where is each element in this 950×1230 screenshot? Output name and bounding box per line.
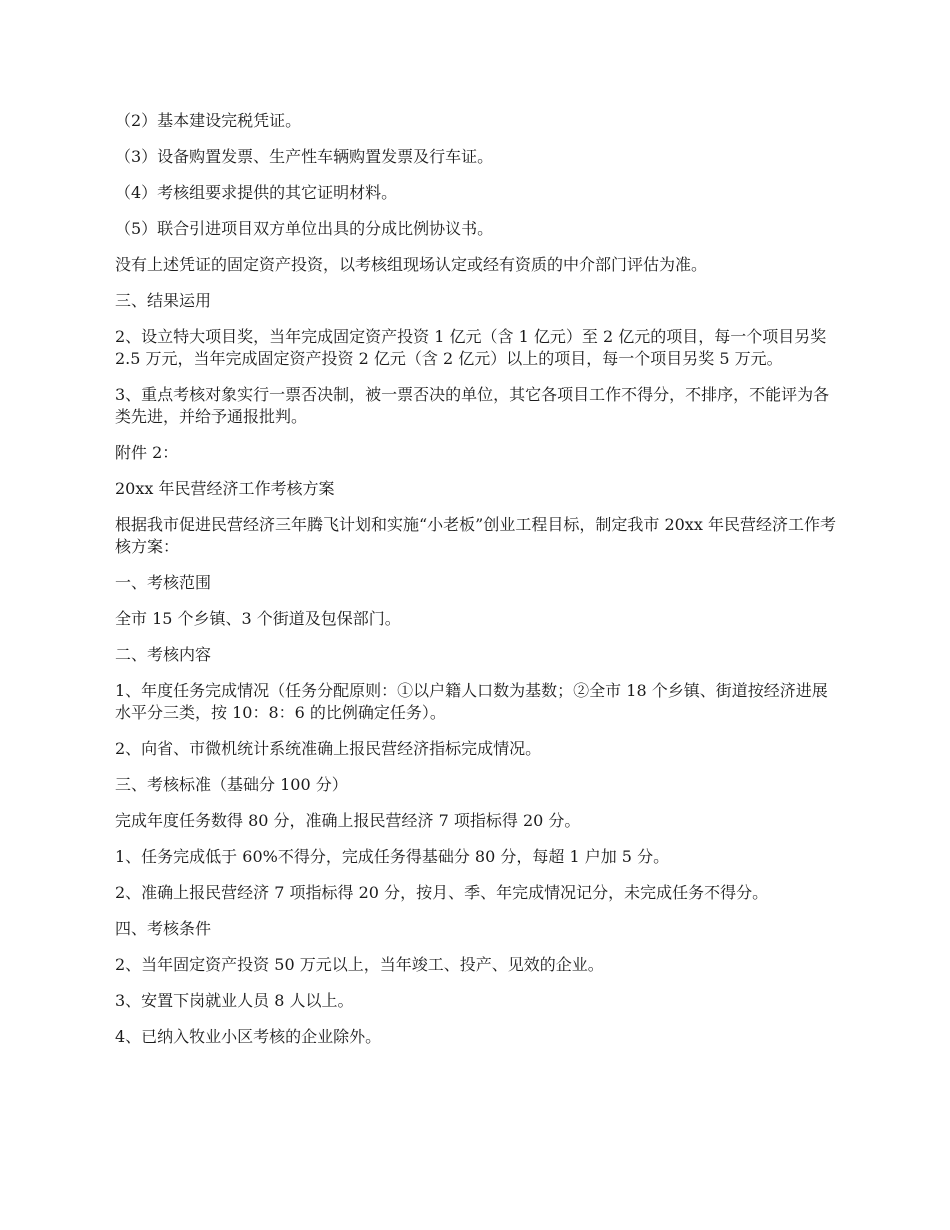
paragraph-condition-employment: 3、安置下岗就业人员 8 人以上。 [115, 991, 354, 1010]
document-title: 20xx 年民营经济工作考核方案 [115, 479, 335, 498]
section-heading-scope: 一、考核范围 [115, 573, 212, 592]
paragraph-veto-rule: 3、重点考核对象实行一票否决制，被一票否决的单位，其它各项目工作不得分，不排序，不能评为各类先进，并给予通报批判。 [115, 385, 830, 426]
paragraph-item-2-receipt: （2）基本建设完税凭证。 [115, 111, 302, 130]
paragraph-scope: 全市 15 个乡镇、3 个街道及包保部门。 [115, 609, 401, 628]
paragraph-task-score: 1、任务完成低于 60%不得分，完成任务得基础分 80 分，每超 1 户加 5 分。 [115, 847, 670, 866]
paragraph-indicator-score: 2、准确上报民营经济 7 项指标得 20 分，按月、季、年完成情况记分，未完成任务不得分。 [115, 883, 769, 902]
section-heading-results: 三、结果运用 [115, 291, 212, 310]
paragraph-annual-task: 1、年度任务完成情况（任务分配原则：①以户籍人口数为基数；②全市 18 个乡镇、街道按经济进展水平分三类，按 10：8：6 的比例确定任务）。 [115, 681, 828, 722]
paragraph-condition-exclusion: 4、已纳入牧业小区考核的企业除外。 [115, 1027, 382, 1046]
paragraph-reporting: 2、向省、市微机统计系统准确上报民营经济指标完成情况。 [115, 739, 542, 758]
section-heading-standards: 三、考核标准（基础分 100 分） [115, 775, 348, 794]
paragraph-item-4-materials: （4）考核组要求提供的其它证明材料。 [115, 183, 398, 202]
section-heading-content: 二、考核内容 [115, 645, 212, 664]
paragraph-no-receipt-rule: 没有上述凭证的固定资产投资，以考核组现场认定或经有资质的中介部门评估为准。 [115, 255, 708, 274]
paragraph-condition-investment: 2、当年固定资产投资 50 万元以上，当年竣工、投产、见效的企业。 [115, 955, 604, 974]
paragraph-item-3-invoices: （3）设备购置发票、生产性车辆购置发票及行车证。 [115, 147, 494, 166]
paragraph-item-5-agreement: （5）联合引进项目双方单位出具的分成比例协议书。 [115, 219, 494, 238]
section-heading-conditions: 四、考核条件 [115, 919, 212, 938]
paragraph-score-summary: 完成年度任务数得 80 分，准确上报民营经济 7 项指标得 20 分。 [115, 811, 581, 830]
paragraph-major-project-award: 2、设立特大项目奖，当年完成固定资产投资 1 亿元（含 1 亿元）至 2 亿元的项目，每一个项目另奖 2.5 万元，当年完成固定资产投资 2 亿元（含 2 亿元）以上的项目，每一个项目另奖 5 万元。 [115, 327, 827, 368]
paragraph-intro: 根据我市促进民营经济三年腾飞计划和实施“小老板”创业工程目标，制定我市 20xx 年民营经济工作考核方案： [115, 515, 836, 556]
document-page [115, 110, 837, 1062]
attachment-label: 附件 2： [115, 443, 179, 462]
